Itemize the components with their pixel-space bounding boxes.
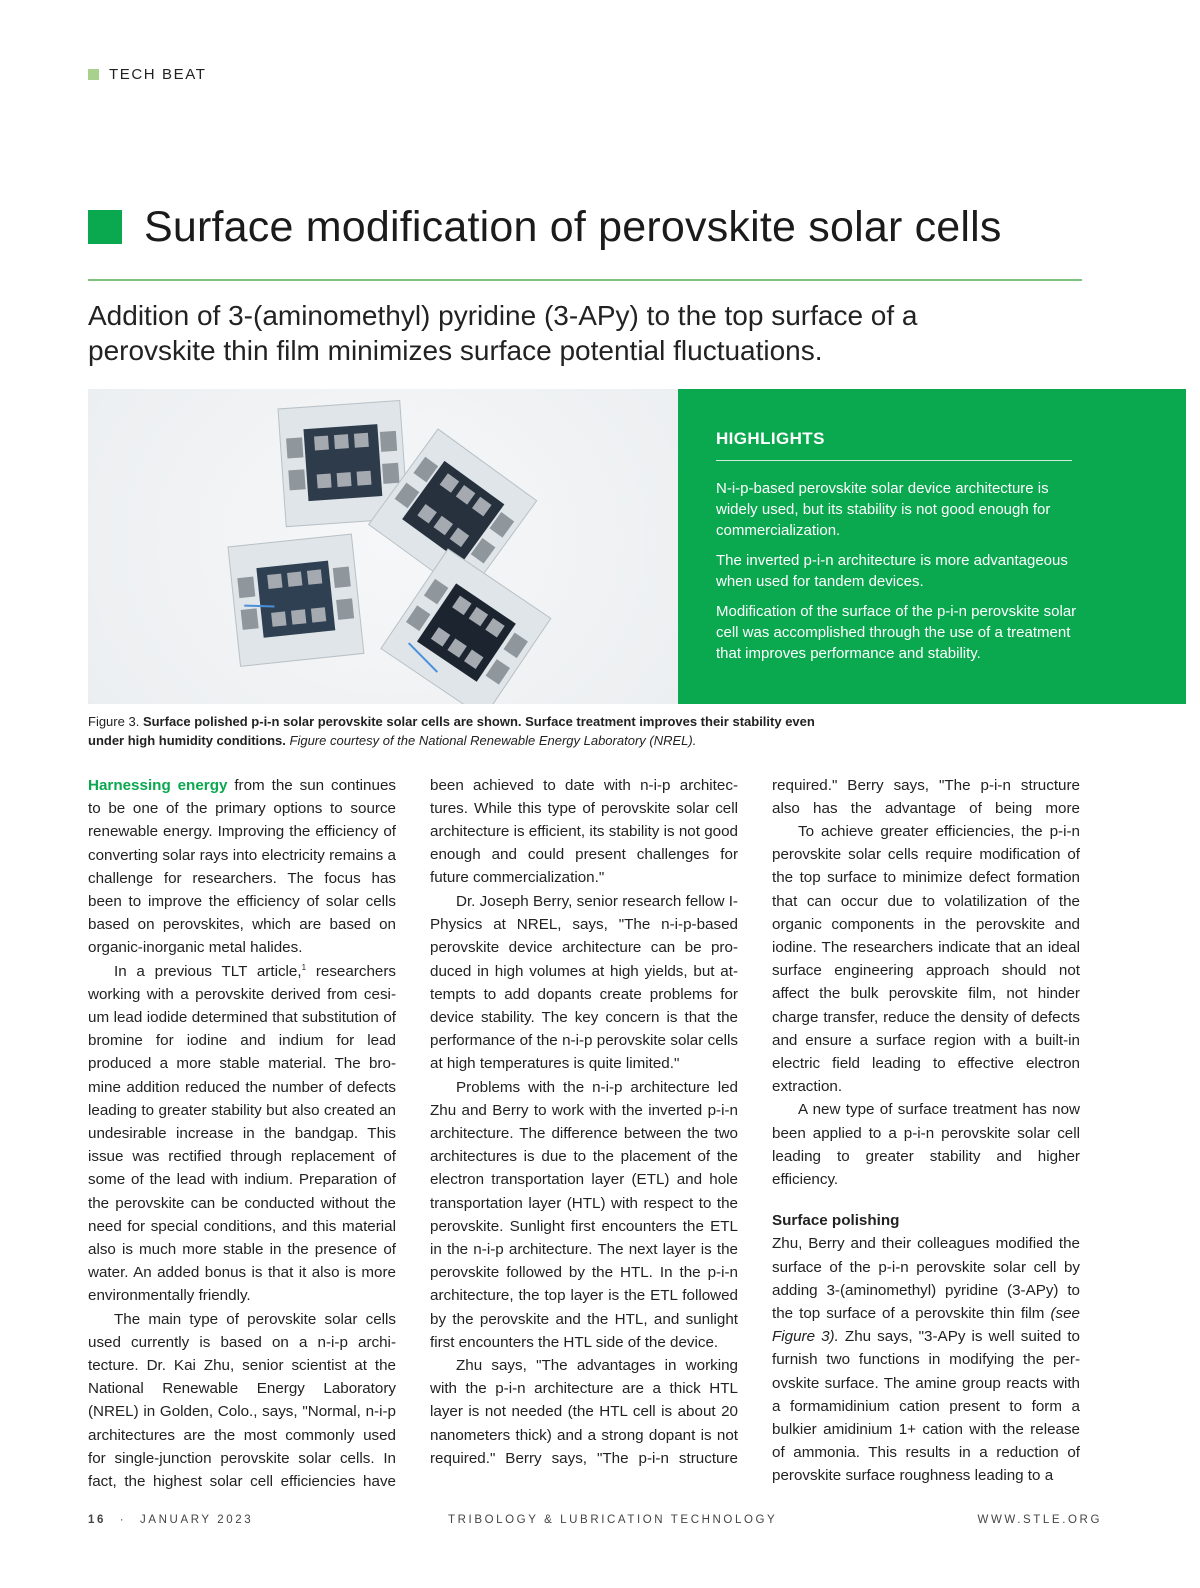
footer-left [88,1514,253,1526]
title-divider [88,279,1082,281]
figure-credit: Figure courtesy of the National Renewable Energy Laboratory (NREL). [289,733,697,748]
body-column-2 [430,774,738,1470]
figure-reference: (see Figure 3). [772,1305,1080,1346]
paragraph: Zhu says, "The advantages in working with the p-i-n architecture are a thick HTL layer is not needed (the HTL cell is about 20 nanometers thick) and a strong dopant is not required." Berry says, "The p-i-n structure [430,1357,738,1467]
solar-cells-photo [88,389,678,704]
paragraph: The main type of perovskite solar cells used currently is based on a n-i-p architecture. Dr. Kai Zhu, senior scientist at the National Renewable Energy Laboratory (NREL) in Golden, Colo., says, "Normal, n-i-p architectures are the most commonly used for single-junction perovskite solar cells. In fact, the highest solar cell efficiencies have [88,1310,396,1491]
title-row [88,200,1082,254]
section-heading: Surface polishing [772,1212,900,1230]
paragraph-continued: required." Berry says, "The p-i-n structure also has the advantage of being more [772,777,1080,818]
highlights-box [678,389,1186,704]
paragraph: Dr. Joseph Berry, senior research fellow I-Physics at NREL, says, "The n-i-p-based perovskite device architecture can be produced in high volumes at high yields, but attempts to add dopants create problems for device stability. The key concern is that the performance of the n-i-p perovskite solar cells at high temperatures is quite limited." [430,893,738,1073]
figure-caption [88,712,848,750]
reference-marker: 1 [301,962,307,972]
figure-label: Figure 3. [88,714,140,729]
paragraph-continued: been achieved to date with n-i-p architectures. While this type of perovskite solar cell architecture is efficient, its stability is not good enough and could present challenges for future commercialization." [430,776,738,887]
article-subtitle: Addition of 3-(aminomethyl) pyridine (3-APy) to the top surface of a perovskite thin film minimizes surface potential fluctuations. [88,300,918,366]
paragraph: Zhu, Berry and their colleagues modified the surface of the p-i-n perovskite solar cell by adding 3-(aminomethyl) pyridine (3-APy) to the top surface of a perovskite thin film (see Figure 3). Zhu says, "3-APy is well suited to furnish two functions in modifying the perovskite surface. The amine group reacts with a formamidinium cation present to form a bulkier amidinium 1+ cation with the release of ammonia. This results in a reduction of perovskite surface roughness leading to a [772,1235,1080,1485]
figure-caption-bold: Surface polished p-i-n solar perovskite solar cells are shown. Surface treatment improves their stability even under high humidity conditions. [88,714,815,748]
highlights-divider [716,460,1072,461]
paragraph: In a previous TLT article,$^1$ researchers working with a perovskite derived from cesium lead iodide determined that substitution of bromine for iodine and indium for lead produced a more stable material. The bromine addition reduced the number of defects leading to greater stability but also created an undesirable increase in the bandgap. This issue was rectified through replacement of some of the lead with indium. Preparation of the perovskite can be conducted without the need for special conditions, and this material also is much more stable in the presence of water. An added bonus is that it also is more environmentally friendly. [88,962,396,1305]
highlights-heading: HIGHLIGHTS [716,429,825,448]
highlight-item: Modification of the surface of the p-i-n perovskite solar cell was accomplished through the use of a treatment that improves performance and stability. [716,603,1077,662]
body-column-1 [88,774,396,1494]
body-column-3 [772,774,1080,1488]
page-number: 16 [88,1514,106,1526]
paragraph: Problems with the n-i-p architecture led Zhu and Berry to work with the inverted p-i-n architecture. The difference between the two architectures is due to the placement of the electron transportation layer (ETL) and hole transportation layer (HTL) with respect to the perovskite. Sunlight first encounters the ETL in the n-i-p architecture. The next layer is the perovskite followed by the HTL. In the p-i-n architecture, the top layer is the ETL followed by the perovskite and the HTL, and sunlight first encounters the HTL side of the device. [430,1078,738,1351]
website-url: WWW.STLE.ORG [977,1514,1102,1526]
lead-in: Harnessing energy [88,777,228,794]
highlight-item: The inverted p-i-n architecture is more advantageous when used for tandem devices. [716,552,1068,590]
section-label: TECH BEAT [109,66,207,83]
paragraph: Harnessing energy from the sun continues to be one of the primary options to source renewable energy. Improving the efficiency of converting solar rays into electricity remains a challenge for researchers. The focus has been to improve the efficiency of solar cells based on perovskites, which are based on organic-inorganic metal halides. [88,777,396,957]
figure-photo [88,389,678,704]
article-title: Surface modification of perovskite solar cells [144,202,1002,251]
footer-separator: · [119,1514,127,1526]
paragraph: A new type of surface treatment has now been applied to a p-i-n perovskite solar cell leading to greater stability and higher efficiency. [772,1101,1080,1189]
issue-date: JANUARY 2023 [140,1514,254,1526]
section-marker-icon [88,69,99,80]
highlight-item: N-i-p-based perovskite solar device architecture is widely used, but its stability is not good enough for commercialization. [716,480,1051,539]
journal-name: TRIBOLOGY & LUBRICATION TECHNOLOGY [448,1514,778,1526]
paragraph: To achieve greater efficiencies, the p-i-n perovskite solar cells require modification of the top surface to minimize defect formation that can occur due to volatilization of the organic components in the perovskite and iodine. The researchers indicate that an ideal surface engineering approach should not affect the bulk perovskite film, not hinder charge transfer, reduce the density of defects and ensure a surface region with a built-in electric field leading to effective electron extraction. [772,823,1080,1096]
title-marker-icon [88,210,122,244]
section-tag [88,66,206,83]
